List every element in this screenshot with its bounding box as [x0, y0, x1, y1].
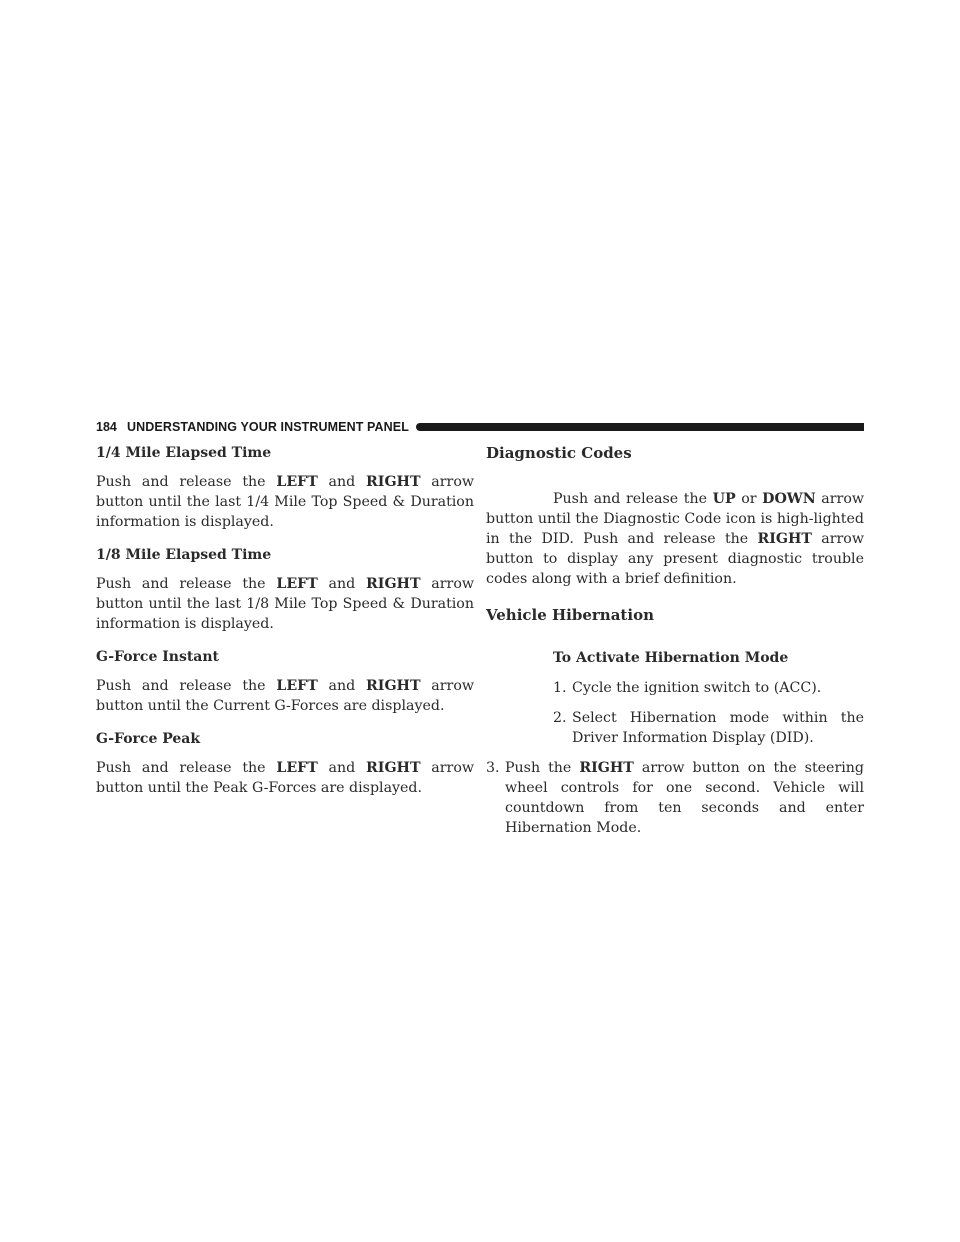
- right-key: RIGHT: [366, 576, 421, 592]
- left-key: LEFT: [276, 678, 318, 694]
- heading-diagnostic-codes: Diagnostic Codes: [486, 444, 632, 462]
- para-g-force-instant: Push and release the LEFT and RIGHT arrow button until the Current G-Forces are displayed.: [96, 678, 475, 714]
- heading-g-force-instant: G-Force Instant: [96, 649, 220, 665]
- right-key: RIGHT: [757, 531, 812, 547]
- page-number: 184: [96, 420, 117, 434]
- left-key: LEFT: [276, 576, 318, 592]
- step-2: 2. Select Hibernation mode within the Driver Information Display (DID).: [553, 710, 864, 746]
- down-key: DOWN: [762, 491, 816, 507]
- section-title: UNDERSTANDING YOUR INSTRUMENT PANEL: [127, 420, 409, 434]
- left-key: LEFT: [276, 474, 318, 490]
- diagnostic-code-icon: [486, 489, 542, 549]
- right-key: RIGHT: [579, 760, 634, 776]
- para-eighth-mile: Push and release the LEFT and RIGHT arrow button until the last 1/8 Mile Top Speed & Duration information is displayed.: [96, 576, 475, 632]
- step-3: 3. Push the RIGHT arrow button on the steering wheel controls for one second. Vehicle will countdown from ten seconds and enter Hibernation Mode.: [486, 760, 864, 836]
- section-g-force-peak: [96, 729, 474, 798]
- diagnostic-block: [486, 489, 864, 589]
- section-vehicle-hibernation: [486, 605, 864, 838]
- subheading-activate-hibernation: To Activate Hibernation Mode: [553, 650, 789, 666]
- heading-quarter-mile: 1/4 Mile Elapsed Time: [96, 445, 272, 461]
- section-eighth-mile: [96, 545, 474, 634]
- right-key: RIGHT: [366, 760, 421, 776]
- right-column: [486, 443, 864, 838]
- left-column: [96, 443, 474, 798]
- left-key: LEFT: [276, 760, 318, 776]
- hibernation-block: [486, 648, 864, 748]
- section-diagnostic-codes: [486, 443, 864, 589]
- para-quarter-mile: Push and release the LEFT and RIGHT arrow button until the last 1/4 Mile Top Speed & Duration information is displayed.: [96, 474, 475, 530]
- right-key: RIGHT: [366, 678, 421, 694]
- para-diagnostic-codes: Push and release the UP or DOWN arrow button until the Diagnostic Code icon is high-lighted in the DID. Push and release the RIGHT arrow button to display any present diagnostic trouble codes along with a brief definition.: [486, 491, 865, 587]
- header-rule: [416, 423, 864, 431]
- step-1: 1. Cycle the ignition switch to (ACC).: [553, 680, 822, 696]
- page-header: [96, 419, 864, 435]
- section-quarter-mile: [96, 443, 474, 532]
- right-key: RIGHT: [366, 474, 421, 490]
- heading-eighth-mile: 1/8 Mile Elapsed Time: [96, 547, 272, 563]
- section-g-force-instant: [96, 647, 474, 716]
- para-g-force-peak: Push and release the LEFT and RIGHT arrow button until the Peak G-Forces are displayed.: [96, 760, 475, 796]
- heading-vehicle-hibernation: Vehicle Hibernation: [486, 606, 654, 624]
- heading-g-force-peak: G-Force Peak: [96, 731, 201, 747]
- up-key: UP: [712, 491, 736, 507]
